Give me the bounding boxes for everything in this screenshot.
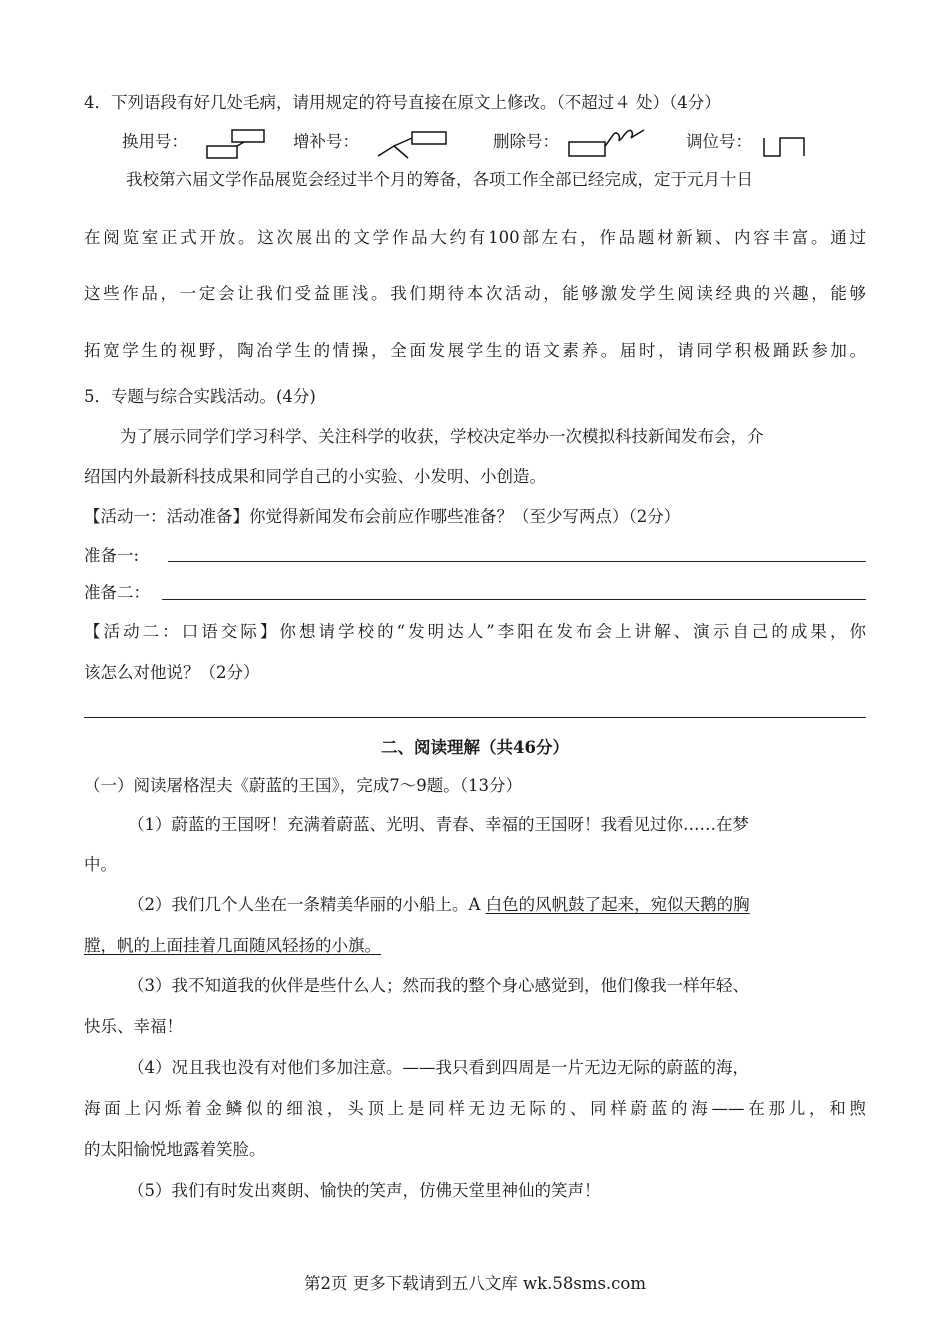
q5-intro-line: 绍国内外最新科技成果和同学自己的小实验、小发明、小创造。 [84, 467, 546, 486]
insert-mark-icon [374, 128, 450, 162]
delete-symbol-label: 删除号： [493, 132, 559, 151]
prep2-label: 准备二： [84, 583, 150, 602]
insert-symbol-label: 增补号： [293, 132, 359, 151]
q5-intro-line: 为了展示同学们学习科学、关注科学的收获，学校决定举办一次模拟科技新闻发布会，介 [120, 427, 764, 446]
paragraph-5-line: （5）我们有时发出爽朗、愉快的笑声，仿佛天堂里神仙的笑声！ [128, 1181, 601, 1200]
paragraph-4-line: 的太阳愉悦地露着笑脸。 [84, 1140, 266, 1159]
paragraph-4-line: （4）况且我也没有对他们多加注意。——我只看到四周是一片无边无际的蔚蓝的海， [128, 1058, 749, 1077]
paragraph-1-line: 中。 [84, 855, 117, 874]
paragraph-3-line: （3）我不知道我的伙伴是些什么人；然而我的整个身心感觉到，他们像我一样年轻、 [128, 976, 749, 995]
prep1-answer-line[interactable] [168, 561, 866, 562]
section2-heading: 二、阅读理解（共46分） [381, 738, 569, 757]
prep2-answer-line[interactable] [162, 599, 866, 600]
passage-line: 在阅览室正式开放。这次展出的文学作品大约有100部左右，作品题材新颖、内容丰富。通过 [84, 228, 866, 247]
activity2-prompt-line: 【活动二：口语交际】你想请学校的“发明达人”李阳在发布会上讲解、演示自己的成果，你 [84, 622, 866, 641]
underlined-sentence-a: 白色的风帆鼓了起来，宛似天鹅的胸 [485, 895, 750, 914]
passage-line: 我校第六届文学作品展览会经过半个月的筹备，各项工作全部已经完成，定于元月十日 [126, 170, 753, 189]
paragraph-2-text: （2）我们几个人坐在一条精美华丽的小船上。A [128, 895, 486, 914]
delete-mark-icon [566, 124, 650, 162]
paragraph-3-line: 快乐、幸福！ [84, 1017, 183, 1036]
q4-title: 4．下列语段有好几处毛病，请用规定的符号直接在原文上修改。（不超过４ 处）（4分） [84, 93, 721, 112]
swap-mark-icon [760, 130, 810, 162]
underlined-sentence-a-cont: 膛，帆的上面挂着几面随风轻扬的小旗。 [84, 936, 381, 955]
passage-line: 拓宽学生的视野，陶冶学生的情操，全面发展学生的语文素养。届时，请同学积极踊跃参加。 [84, 341, 866, 360]
activity2-prompt-line: 该怎么对他说？（2分） [84, 663, 260, 682]
q5-title: 5．专题与综合实践活动。(4分) [84, 387, 316, 406]
prep1-label: 准备一: [84, 546, 140, 565]
passage-line: 这些作品，一定会让我们受益匪浅。我们期待本次活动，能够激发学生阅读经典的兴趣，能够 [84, 284, 866, 303]
swap-symbol-label: 调位号： [686, 132, 752, 151]
activity1-prompt: 【活动一：活动准备】你觉得新闻发布会前应作哪些准备？（至少写两点）（2分） [84, 507, 681, 526]
reading-intro: （一）阅读屠格涅夫《蔚蓝的王国》，完成7～9题。（13分） [84, 776, 522, 795]
replace-mark-icon [204, 128, 268, 162]
paragraph-2-line [128, 894, 750, 916]
paragraph-4-line: 海面上闪烁着金鳞似的细浪，头顶上是同样无边无际的、同样蔚蓝的海——在那儿，和煦 [84, 1099, 866, 1118]
page-footer: 第2页 更多下载请到五八文库 wk.58sms.com [304, 1274, 646, 1293]
activity2-answer-line[interactable] [84, 717, 866, 718]
paragraph-1-line: （1）蔚蓝的王国呀！充满着蔚蓝、光明、青春、幸福的王国呀！我看见过你……在梦 [128, 815, 749, 834]
replace-symbol-label: 换用号： [122, 132, 188, 151]
